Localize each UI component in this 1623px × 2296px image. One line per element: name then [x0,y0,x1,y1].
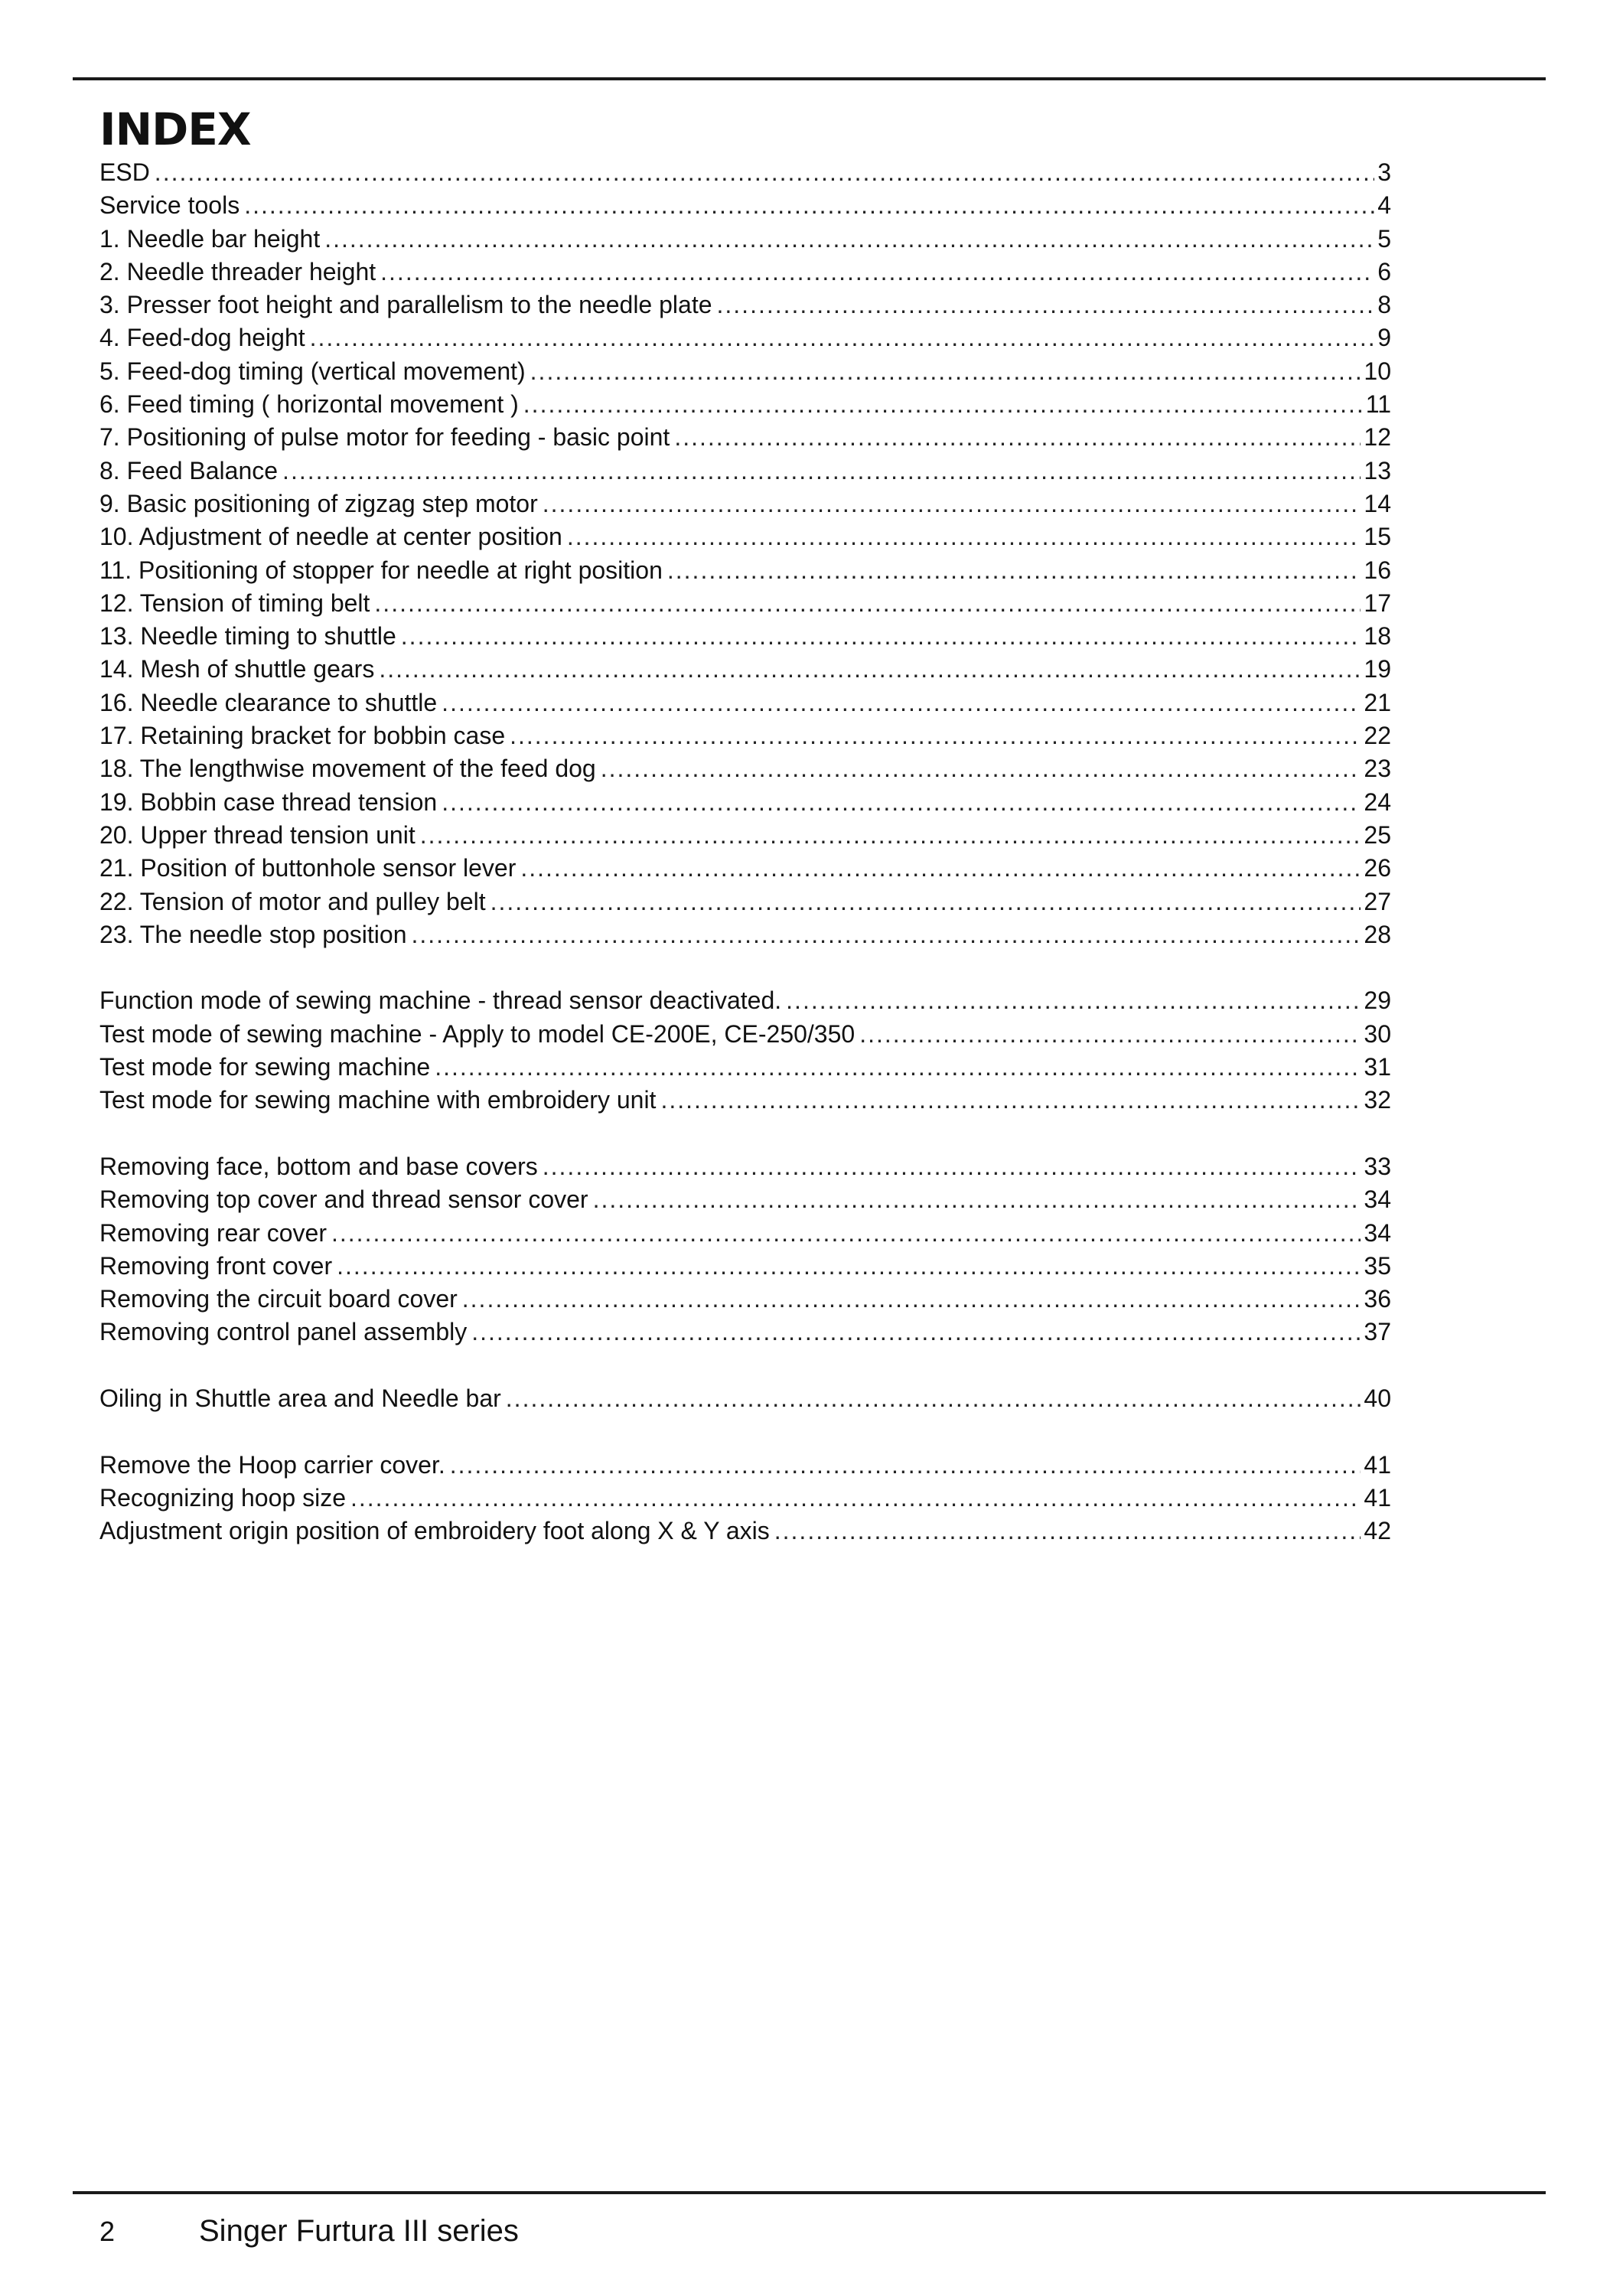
toc-group [99,1449,1391,1548]
toc-entry-page: 13 [1364,456,1391,484]
toc-entry-page: 41 [1364,1450,1391,1479]
toc-entry-page: 21 [1364,688,1391,716]
toc-dot-leader [471,1316,1361,1349]
toc-dot-leader [786,984,1361,1017]
toc-dot-leader [442,786,1361,819]
toc-group [99,156,1391,951]
toc-entry[interactable] [99,289,1391,321]
toc-entry[interactable] [99,620,1391,653]
toc-group [99,1150,1391,1349]
toc-entry-page: 14 [1364,489,1391,517]
toc-entry-page: 17 [1364,589,1391,617]
toc-entry-title: 11. Positioning of stopper for needle at right position [99,556,663,584]
toc-entry-title: Test mode of sewing machine - Apply to model CE-200E, CE-250/350 [99,1019,855,1048]
toc-entry-title: Service tools [99,191,240,220]
toc-entry-page: 11 [1365,390,1391,419]
toc-entry[interactable] [99,1217,1391,1250]
toc-entry-title: 3. Presser foot height and parallelism to the needle plate [99,291,712,319]
toc-entry-page: 40 [1364,1384,1391,1412]
toc-entry[interactable] [99,1150,1391,1183]
toc-entry-title: 19. Bobbin case thread tension [99,788,438,816]
toc-group [99,984,1391,1117]
toc-entry-page: 30 [1364,1019,1391,1048]
toc-dot-leader [774,1515,1361,1548]
toc-entry[interactable] [99,455,1391,488]
toc-entry-page: 32 [1364,1086,1391,1114]
toc-entry-page: 10 [1364,357,1391,385]
toc-dot-leader [520,852,1361,885]
footer-page-number: 2 [99,2216,116,2247]
toc-entry[interactable] [99,1449,1391,1482]
toc-entry[interactable] [99,554,1391,587]
toc-entry-page: 26 [1364,854,1391,882]
toc-entry[interactable] [99,1316,1391,1349]
page-title: INDEX [99,103,251,155]
toc-entry[interactable] [99,1051,1391,1084]
toc-entry[interactable] [99,687,1391,719]
toc-dot-leader [543,1150,1361,1183]
toc-entry-page: 16 [1364,556,1391,584]
toc-entry-title: Removing top cover and thread sensor cover [99,1186,588,1214]
toc-entry[interactable] [99,256,1391,289]
toc-dot-leader [674,421,1361,454]
toc-dot-leader [717,289,1375,321]
toc-entry[interactable] [99,984,1391,1017]
toc-entry-title: 5. Feed-dog timing (vertical movement) [99,357,526,385]
toc-dot-leader [244,189,1374,222]
toc-entry[interactable] [99,918,1391,951]
toc-entry-title: 12. Tension of timing belt [99,589,370,617]
toc-entry-title: Remove the Hoop carrier cover. [99,1450,445,1479]
toc-entry-page: 8 [1377,291,1391,319]
toc-entry-page: 35 [1364,1251,1391,1280]
toc-entry-page: 25 [1364,820,1391,849]
toc-dot-leader [282,455,1361,488]
toc-group [99,1382,1391,1415]
toc-entry-page: 19 [1364,655,1391,683]
toc-entry-page: 33 [1364,1152,1391,1180]
toc-entry[interactable] [99,421,1391,454]
toc-dot-leader [510,719,1361,752]
toc-entry-page: 36 [1364,1285,1391,1313]
toc-entry-title: 6. Feed timing ( horizontal movement ) [99,390,519,419]
toc-entry-title: 22. Tension of motor and pulley belt [99,887,486,915]
toc-entry[interactable] [99,223,1391,256]
toc-entry[interactable] [99,488,1391,520]
toc-entry[interactable] [99,1018,1391,1051]
toc-entry-title: 9. Basic positioning of zigzag step motor [99,489,538,517]
toc-entry-page: 42 [1364,1517,1391,1545]
toc-dot-leader [462,1283,1361,1316]
toc-entry[interactable] [99,786,1391,819]
toc-entry-title: 17. Retaining bracket for bobbin case [99,722,506,750]
toc-entry-title: Removing the circuit board cover [99,1285,458,1313]
toc-dot-leader [155,156,1374,189]
toc-entry-title: Function mode of sewing machine - thread sensor deactivated. [99,987,782,1015]
toc-entry-title: ESD [99,158,150,186]
toc-entry-title: Test mode for sewing machine [99,1053,431,1081]
toc-entry[interactable] [99,752,1391,785]
toc-entry-title: Recognizing hoop size [99,1483,346,1512]
toc-entry-page: 28 [1364,920,1391,948]
toc-entry-title: 2. Needle threader height [99,257,376,285]
toc-dot-leader [401,620,1361,653]
toc-dot-leader [506,1382,1361,1415]
toc-entry-title: 16. Needle clearance to shuttle [99,688,438,716]
toc-entry-title: 13. Needle timing to shuttle [99,622,396,651]
table-of-contents [99,156,1391,1548]
toc-entry[interactable] [99,587,1391,620]
toc-dot-leader [379,653,1361,686]
toc-entry-page: 37 [1364,1318,1391,1346]
toc-dot-leader [660,1084,1361,1117]
toc-entry-page: 9 [1377,324,1391,352]
toc-entry-page: 41 [1364,1483,1391,1512]
toc-entry-title: Removing control panel assembly [99,1318,468,1346]
toc-dot-leader [601,752,1361,785]
toc-entry-title: Oiling in Shuttle area and Needle bar [99,1384,501,1412]
toc-entry-page: 5 [1377,224,1391,253]
toc-entry-title: Removing rear cover [99,1218,327,1247]
toc-dot-leader [543,488,1361,520]
toc-entry-page: 24 [1364,788,1391,816]
toc-entry-title: 8. Feed Balance [99,456,279,484]
toc-dot-leader [374,587,1361,620]
toc-entry[interactable] [99,653,1391,686]
toc-entry-page: 31 [1364,1053,1391,1081]
toc-entry-title: 18. The lengthwise movement of the feed dog [99,755,596,783]
toc-entry-page: 4 [1377,191,1391,220]
toc-entry-page: 3 [1377,158,1391,186]
toc-entry[interactable] [99,852,1391,885]
toc-dot-leader [859,1018,1361,1051]
toc-entry-page: 34 [1364,1186,1391,1214]
toc-entry[interactable] [99,1382,1391,1415]
toc-entry[interactable] [99,885,1391,918]
toc-entry[interactable] [99,156,1391,189]
toc-entry-title: Removing face, bottom and base covers [99,1152,538,1180]
toc-dot-leader [450,1449,1361,1482]
footer-rule [73,2191,1546,2194]
header-rule [73,77,1546,80]
toc-entry-title: Test mode for sewing machine with embroidery unit [99,1086,657,1114]
toc-entry-title: Removing front cover [99,1251,333,1280]
toc-entry[interactable] [99,355,1391,388]
toc-entry-title: 21. Position of buttonhole sensor lever [99,854,517,882]
toc-entry-page: 34 [1364,1218,1391,1247]
toc-entry-page: 27 [1364,887,1391,915]
toc-entry-title: 14. Mesh of shuttle gears [99,655,375,683]
toc-entry[interactable] [99,1515,1391,1548]
toc-entry-page: 23 [1364,755,1391,783]
toc-dot-leader [490,885,1361,918]
toc-entry[interactable] [99,1084,1391,1117]
toc-dot-leader [442,687,1361,719]
toc-dot-leader [530,355,1361,388]
toc-entry[interactable] [99,819,1391,852]
toc-entry[interactable] [99,1250,1391,1283]
toc-dot-leader [435,1051,1361,1084]
toc-entry[interactable] [99,189,1391,222]
toc-entry-page: 18 [1364,622,1391,651]
toc-dot-leader [523,388,1363,421]
toc-entry[interactable] [99,1283,1391,1316]
toc-entry-title: Adjustment origin position of embroidery foot along X & Y axis [99,1517,770,1545]
footer-document-title: Singer Furtura III series [199,2214,519,2248]
toc-entry[interactable] [99,388,1391,421]
toc-dot-leader [324,223,1374,256]
toc-dot-leader [420,819,1361,852]
toc-entry-page: 29 [1364,987,1391,1015]
toc-entry-page: 22 [1364,722,1391,750]
toc-dot-leader [411,918,1361,951]
toc-dot-leader [337,1250,1361,1283]
toc-entry[interactable] [99,1183,1391,1216]
toc-dot-leader [567,520,1361,553]
toc-dot-leader [331,1217,1361,1250]
toc-entry-title: 20. Upper thread tension unit [99,820,416,849]
toc-entry-page: 12 [1364,423,1391,452]
toc-entry[interactable] [99,719,1391,752]
toc-entry-title: 7. Positioning of pulse motor for feeding - basic point [99,423,670,452]
toc-dot-leader [667,554,1361,587]
toc-dot-leader [380,256,1374,289]
toc-entry-title: 23. The needle stop position [99,920,407,948]
toc-entry[interactable] [99,1482,1391,1515]
toc-entry-title: 4. Feed-dog height [99,324,305,352]
toc-entry-title: 10. Adjustment of needle at center position [99,523,562,551]
toc-entry-title: 1. Needle bar height [99,224,321,253]
toc-dot-leader [310,321,1374,354]
toc-dot-leader [350,1482,1361,1515]
toc-entry-page: 6 [1377,257,1391,285]
toc-entry-page: 15 [1364,523,1391,551]
toc-entry[interactable] [99,520,1391,553]
toc-dot-leader [593,1183,1361,1216]
toc-entry[interactable] [99,321,1391,354]
